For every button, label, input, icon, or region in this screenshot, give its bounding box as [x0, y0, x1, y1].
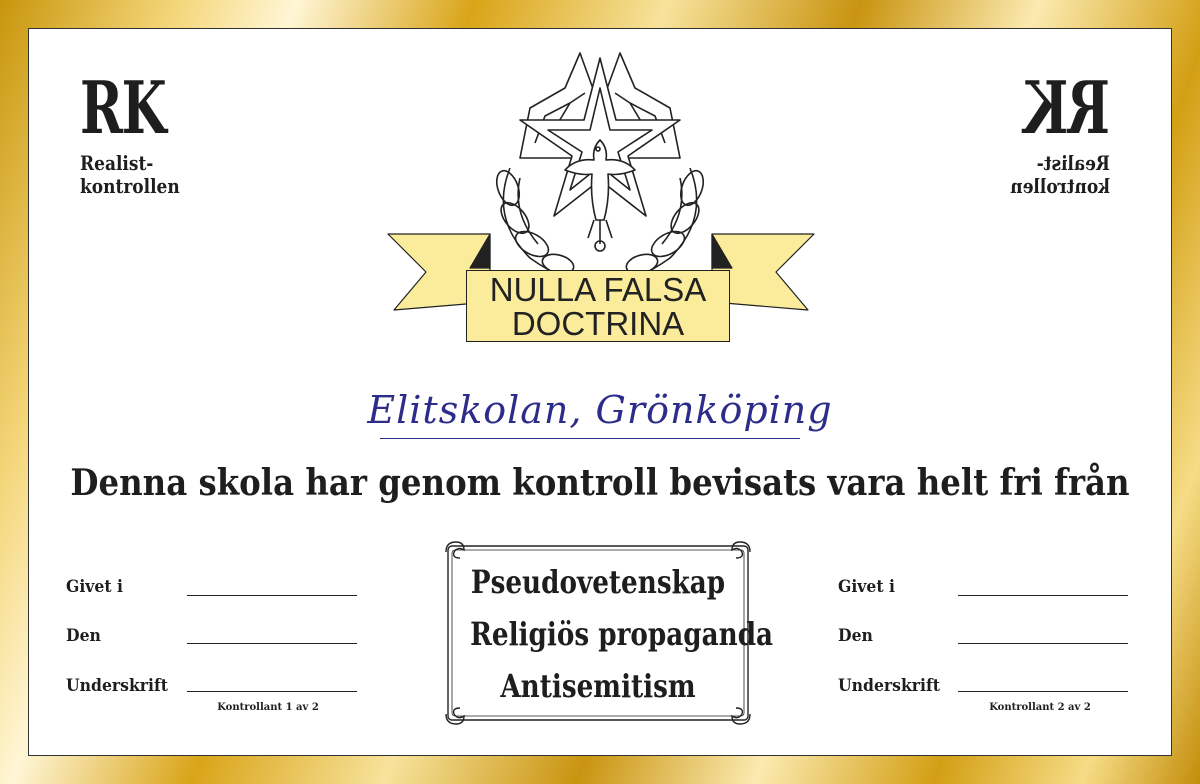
date-label: Den: [838, 626, 873, 646]
brand-name-line2: kontrollen: [1010, 174, 1110, 198]
signature-label: Underskrift: [838, 676, 940, 696]
motto-banner: [466, 270, 730, 342]
signature-field[interactable]: [187, 691, 357, 692]
brand-mark: RK: [1024, 65, 1110, 150]
date-field[interactable]: [187, 643, 357, 644]
school-name: Elitskolan, Grönköping: [367, 388, 833, 432]
given-in-label: Givet i: [66, 577, 123, 597]
signature-label: Underskrift: [66, 676, 168, 696]
given-in-field[interactable]: [958, 595, 1128, 596]
statement-heading: Denna skola har genom kontroll bevisats vara helt fri från: [70, 462, 1130, 504]
inspector-caption: Kontrollant 1 av 2: [217, 702, 319, 713]
motto-line1: NULLA FALSA: [489, 271, 707, 308]
signature-field[interactable]: [958, 691, 1128, 692]
freedoms-box: [442, 540, 774, 726]
given-in-label: Givet i: [838, 577, 895, 597]
freedom-item: Antisemitism: [500, 667, 696, 705]
brand-name-line2: kontrollen: [80, 174, 180, 198]
brand-name-line1: Realist-: [1036, 151, 1110, 175]
freedom-item: Pseudovetenskap: [470, 563, 726, 601]
school-underline: [380, 438, 800, 439]
brand-mark: RK: [80, 65, 166, 150]
motto-line2: DOCTRINA: [511, 305, 685, 342]
inspector-caption: Kontrollant 2 av 2: [989, 702, 1091, 713]
date-field[interactable]: [958, 643, 1128, 644]
freedom-item: Religiös propaganda: [470, 615, 774, 653]
brand-right-mirrored: [990, 65, 1120, 202]
brand-name-line1: Realist-: [80, 151, 154, 175]
given-in-field[interactable]: [187, 595, 357, 596]
date-label: Den: [66, 626, 101, 646]
